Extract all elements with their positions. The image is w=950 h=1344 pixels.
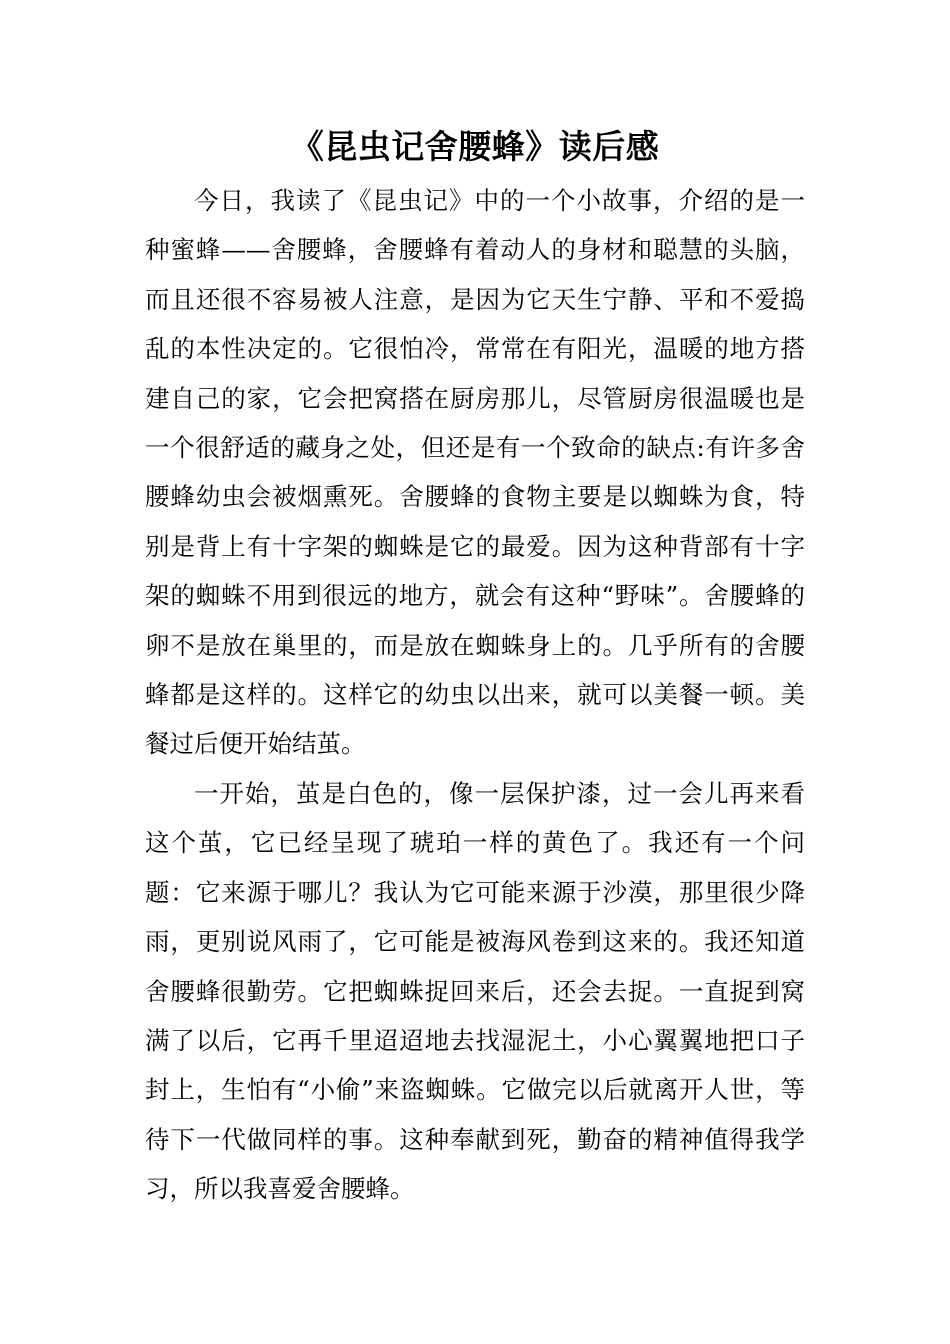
document-title: 《昆虫记舍腰蜂》读后感 (290, 127, 660, 166)
document-body (145, 176, 805, 1214)
paragraph-2: 一开始，茧是白色的，像一层保护漆，过一会儿再来看这个茧，它已经呈现了琥珀一样的黄色了。我还有一个问题：它来源于哪儿？我认为它可能来源于沙漠，那里很少降雨，更别说风雨了，它可能是被海风卷到这来的。我还知道舍腰蜂很勤劳。它把蜘蛛捉回来后，还会去捉。一直捉到窝满了以后，它再千里迢迢地去找湿泥土，小心翼翼地把口子封上，生怕有“小偷”来盗蜘蛛。它做完以后就离开人世，等待下一代做同样的事。这种奉献到死，勤奋的精神值得我学习，所以我喜爱舍腰蜂。 (145, 778, 805, 1204)
paragraph-1: 今日，我读了《昆虫记》中的一个小故事，介绍的是一种蜜蜂——舍腰蜂，舍腰蜂有着动人的身材和聪慧的头脑，而且还很不容易被人注意，是因为它天生宁静、平和不爱捣乱的本性决定的。它很怕冷，常常在有阳光，温暖的地方搭建自己的家，它会把窝搭在厨房那儿，尽管厨房很温暖也是一个很舒适的藏身之处，但还是有一个致命的缺点:有许多舍腰蜂幼虫会被烟熏死。舍腰蜂的食物主要是以蜘蛛为食，特别是背上有十字架的蜘蛛是它的最爱。因为这种背部有十字架的蜘蛛不用到很远的地方，就会有这种“野味”。舍腰蜂的卵不是放在巢里的，而是放在蜘蛛身上的。几乎所有的舍腰蜂都是这样的。这样它的幼虫以出来，就可以美餐一顿。美餐过后便开始结茧。 (145, 186, 805, 759)
